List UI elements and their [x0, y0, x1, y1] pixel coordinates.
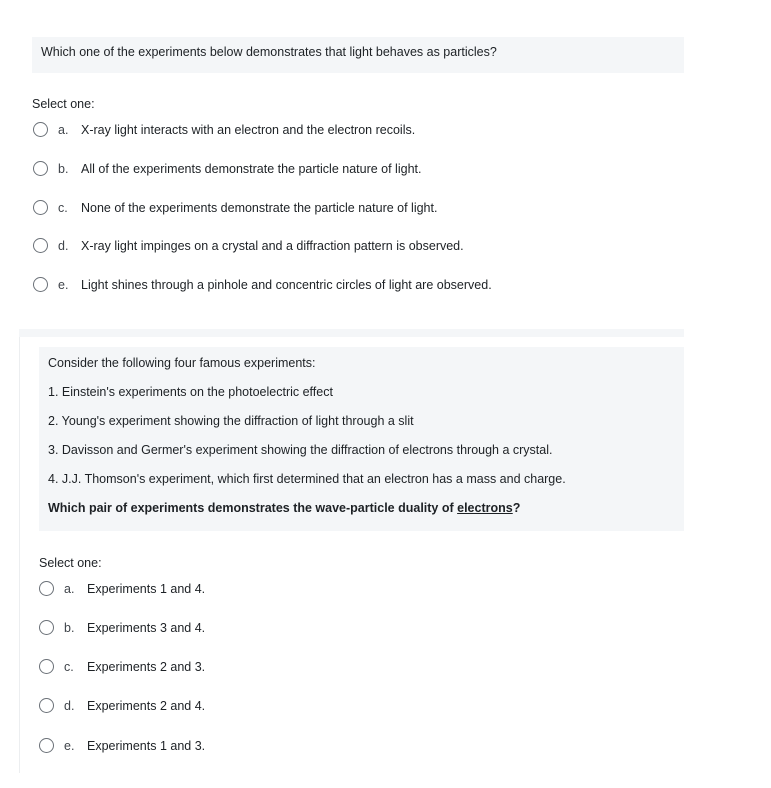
option-text: Experiments 1 and 4. [87, 581, 206, 596]
option-text: Experiments 3 and 4. [87, 620, 206, 635]
radio-button[interactable] [33, 200, 48, 215]
question-2-question [48, 501, 520, 515]
option-letter: c. [58, 200, 68, 215]
option-text: Experiments 2 and 3. [87, 659, 206, 674]
option-text: X-ray light interacts with an electron and the electron recoils. [81, 122, 416, 137]
option-letter: a. [58, 122, 69, 137]
option-letter: e. [64, 738, 75, 753]
radio-button[interactable] [33, 122, 48, 137]
experiment-item: 1. Einstein's experiments on the photoelectric effect [48, 385, 333, 399]
option-letter: e. [58, 277, 69, 292]
q2-option-c[interactable] [39, 659, 205, 674]
option-text: None of the experiments demonstrate the particle nature of light. [81, 200, 438, 215]
q1-option-a[interactable] [33, 122, 415, 137]
option-text: All of the experiments demonstrate the particle nature of light. [81, 161, 422, 176]
q2-option-d[interactable] [39, 698, 205, 713]
question-2-question-suffix: ? [512, 501, 521, 515]
option-text: Light shines through a pinhole and concentric circles of light are observed. [81, 277, 492, 292]
radio-button[interactable] [33, 161, 48, 176]
q1-option-b[interactable] [33, 161, 421, 176]
question-2-header-bar [19, 329, 684, 337]
question-2-text-box [39, 347, 684, 531]
option-letter: d. [64, 698, 75, 713]
experiment-item: 4. J.J. Thomson's experiment, which first determined that an electron has a mass and charge. [48, 472, 566, 486]
radio-button[interactable] [33, 277, 48, 292]
question-2-intro: Consider the following four famous experiments: [48, 356, 316, 370]
radio-button[interactable] [33, 238, 48, 253]
option-letter: c. [64, 659, 74, 674]
q2-option-e[interactable] [39, 738, 205, 753]
question-2-emphasis: electrons [457, 501, 513, 515]
option-text: X-ray light impinges on a crystal and a diffraction pattern is observed. [81, 238, 464, 253]
select-one-prompt: Select one: [39, 556, 102, 570]
option-text: Experiments 1 and 3. [87, 738, 206, 753]
select-one-prompt: Select one: [32, 97, 95, 111]
option-letter: b. [64, 620, 75, 635]
radio-button[interactable] [39, 581, 54, 596]
question-1-text: Which one of the experiments below demonstrates that light behaves as particles? [41, 45, 497, 59]
radio-button[interactable] [39, 738, 54, 753]
question-2-question-prefix: Which pair of experiments demonstrates the wave-particle duality of [48, 501, 458, 515]
option-text: Experiments 2 and 4. [87, 698, 206, 713]
radio-button[interactable] [39, 659, 54, 674]
radio-button[interactable] [39, 698, 54, 713]
q1-option-e[interactable] [33, 277, 492, 292]
q2-option-b[interactable] [39, 620, 205, 635]
option-letter: a. [64, 581, 75, 596]
option-letter: b. [58, 161, 69, 176]
q1-option-d[interactable] [33, 238, 464, 253]
question-2-divider [19, 337, 20, 773]
radio-button[interactable] [39, 620, 54, 635]
question-1-text-box [32, 37, 684, 73]
option-letter: d. [58, 238, 69, 253]
experiment-item: 3. Davisson and Germer's experiment showing the diffraction of electrons through a crystal. [48, 443, 553, 457]
q1-option-c[interactable] [33, 200, 437, 215]
experiment-item: 2. Young's experiment showing the diffraction of light through a slit [48, 414, 414, 428]
q2-option-a[interactable] [39, 581, 205, 596]
